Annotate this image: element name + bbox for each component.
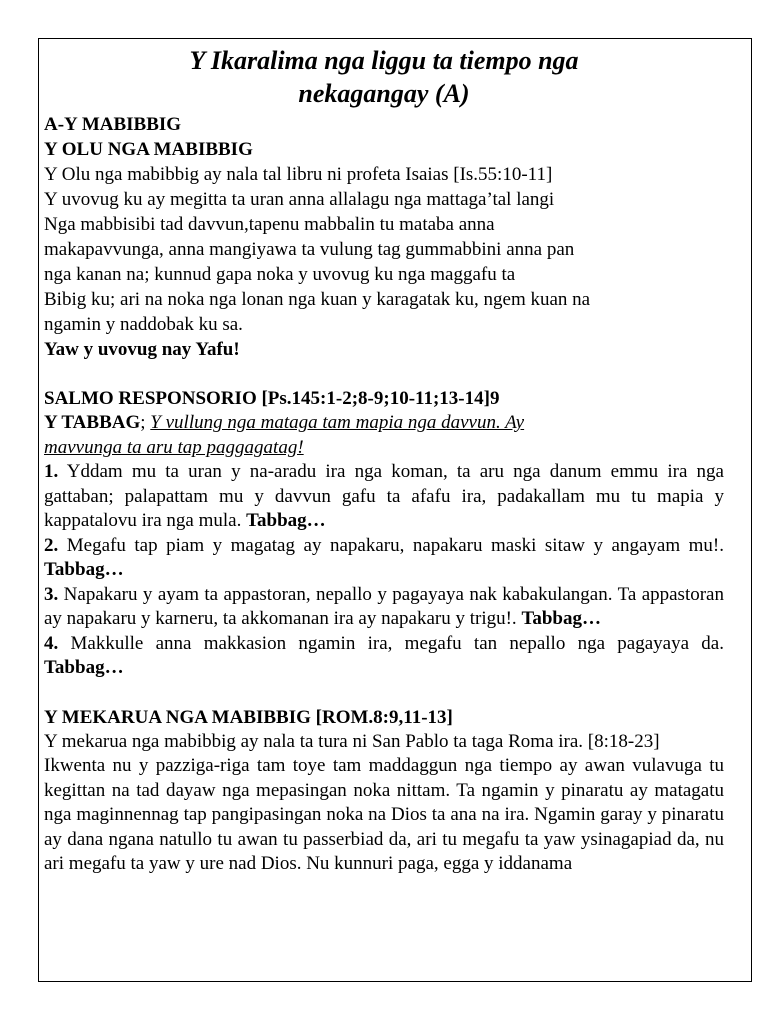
verse-number: 3.	[44, 583, 59, 605]
response-text-2: mavvunga ta aru tap paggagatag!	[44, 436, 304, 458]
first-reading-closing: Yaw y uvovug nay Yafu!	[44, 339, 240, 360]
verse-text: Yddam mu ta uran y na-aradu ira nga koman, ta aru nga danum emmu ira nga gattaban; palapattam mu y davvun gafu ta afafu ira, padakallam mu tu mapia y kappatalovu ira nga mula.	[44, 461, 724, 531]
verse-number: 2.	[44, 534, 59, 556]
tabbag-refrain: Tabbag…	[521, 608, 601, 629]
psalm-verse	[44, 534, 724, 583]
first-reading-line: Bibig ku; ari na noka nga lonan nga kuan y karagatak ku, ngem kuan na	[44, 289, 591, 310]
first-reading-heading: Y OLU NGA MABIBBIG	[44, 139, 253, 160]
first-reading-text	[44, 162, 724, 337]
verse-text: Makkulle anna makkasion ngamin ira, megafu tan nepallo nga pagayaya da.	[58, 632, 724, 654]
first-reading-line: ngamin y naddobak ku sa.	[44, 314, 243, 335]
psalm-verse	[44, 583, 724, 632]
psalm-heading: SALMO RESPONSORIO [Ps.145:1-2;8-9;10-11;13-14]9	[44, 388, 500, 409]
first-reading-line: nga kanan na; kunnud gapa noka y uvovug ku nga maggafu ta	[44, 264, 516, 285]
section-a-heading: A-Y MABIBBIG	[44, 114, 182, 135]
psalm-response	[44, 411, 724, 460]
first-reading-line: Y uvovug ku ay megitta ta uran anna allalagu nga mattaga’tal langi	[44, 189, 555, 210]
tabbag-refrain: Tabbag…	[44, 559, 124, 580]
second-reading-intro: Y mekarua nga mabibbig ay nala ta tura ni San Pablo ta taga Roma ira. [8:18-23]	[44, 730, 660, 752]
first-reading-line: makapavvunga, anna mangiyawa ta vulung tag gummabbini anna pan	[44, 239, 575, 260]
response-label: Y TABBAG	[44, 412, 141, 433]
verse-number: 4.	[44, 632, 59, 654]
tabbag-refrain: Tabbag…	[44, 657, 124, 678]
psalm-verse	[44, 632, 724, 681]
verse-text: Napakaru y ayam ta appastoran, nepallo y pagayaya nak kabakulangan. Ta appastoran ay napakaru y karneru, ta akkomanan ira ay napakaru y trigu!.	[44, 583, 724, 629]
title-line-1: Y Ikaralima nga liggu ta tiempo nga	[189, 46, 579, 75]
title-line-2: nekagangay (A)	[298, 79, 470, 108]
first-reading-line: Nga mabbisibi tad davvun,tapenu mabbalin tu mataba anna	[44, 214, 495, 235]
first-reading-line: Y Olu nga mabibbig ay nala tal libru ni profeta Isaias [Is.55:10-11]	[44, 164, 553, 185]
page-title	[44, 44, 724, 110]
response-separator: ;	[140, 412, 151, 433]
tabbag-refrain: Tabbag…	[246, 510, 326, 531]
verse-text: Megafu tap piam y magatag ay napakaru, napakaru maski sitaw y angayam mu!.	[58, 534, 724, 556]
response-text-1: Y vullung nga mataga tam mapia nga davvun. Ay	[150, 412, 525, 433]
psalm-verse	[44, 460, 724, 534]
verse-number: 1.	[44, 461, 59, 482]
document-body	[44, 44, 724, 877]
second-reading-heading: Y MEKARUA NGA MABIBBIG [ROM.8:9,11-13]	[44, 706, 453, 728]
second-reading-text: Ikwenta nu y pazziga-riga tam toye tam maddaggun nga tiempo ay awan vulavuga tu kegittan na tad dayaw nga mepasingan noka nittam. Ta ngamin y pinaratu ay matagatu nga maginnennag tap pangipasingan noka na Dios ta ana na ira. Ngamin garay y pinaratu ay dana ngana natullo tu awan tu passerbiad da, ari tu megafu ta yaw ysinagapiad da, nu ari megafu ta yaw y ure nad Dios. Nu kunnuri paga, egga y iddanama	[44, 755, 724, 874]
